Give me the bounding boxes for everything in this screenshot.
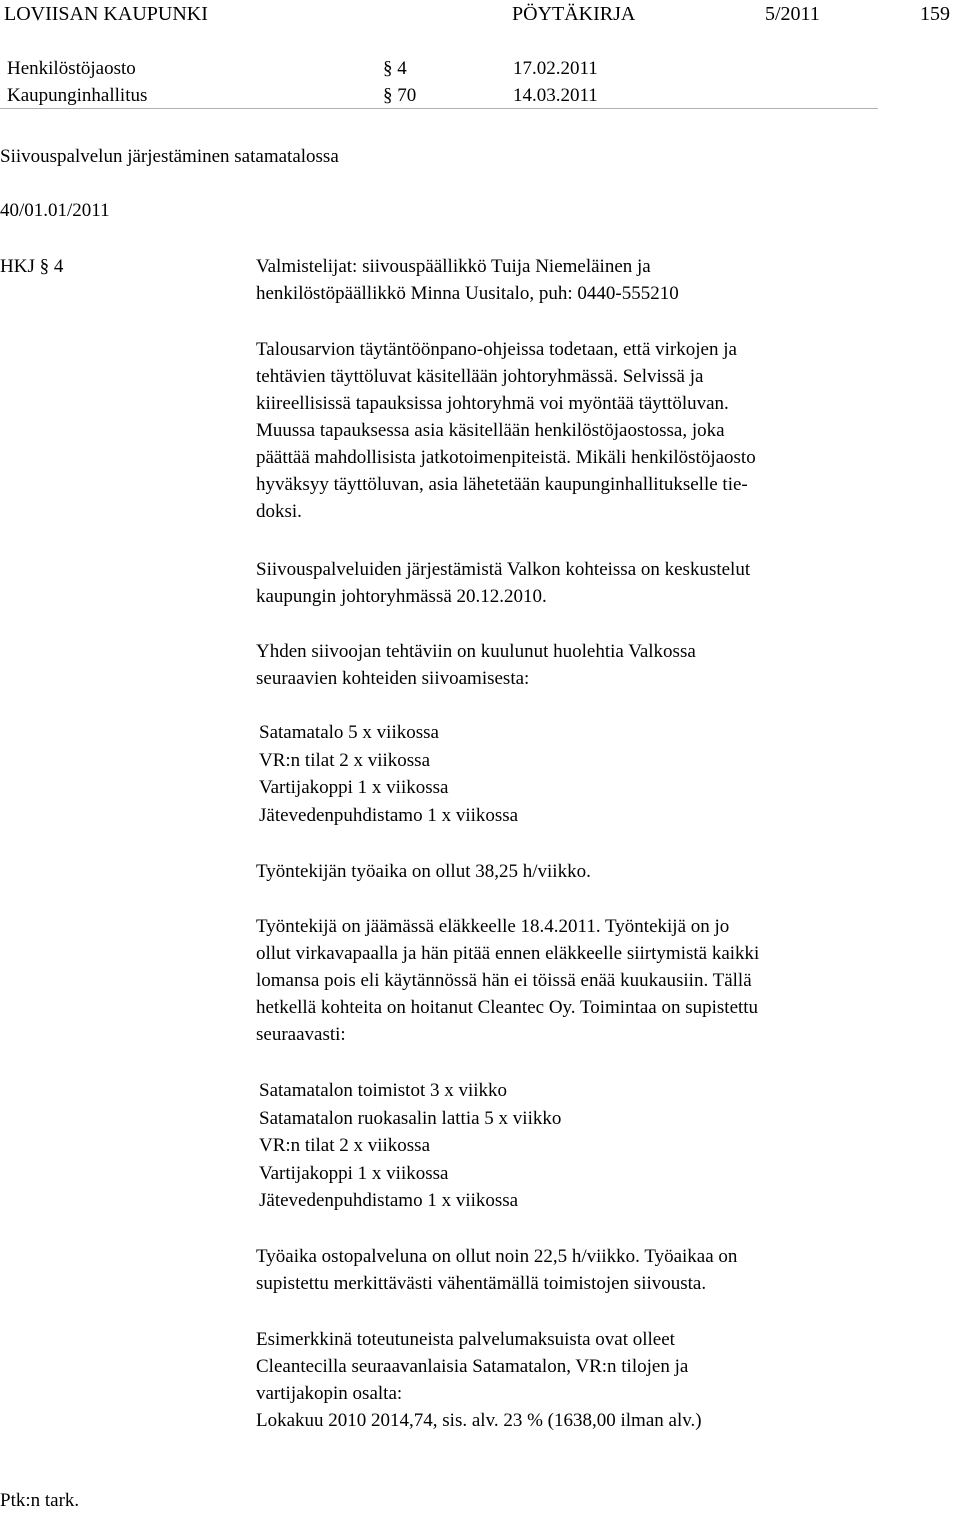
text-line: tehtävien täyttöluvat käsitellään johtoryhmässä. Selvissä ja — [256, 366, 704, 387]
text-line: seuraavasti: — [256, 1024, 346, 1045]
list-item: VR:n tilat 2 x viikossa — [259, 1135, 430, 1156]
paragraph-working-hours — [256, 858, 956, 885]
text-line: Työntekijä on jäämässä eläkkeelle 18.4.2011. Työntekijä on jo — [256, 916, 730, 937]
text-line: Cleantecilla seuraavanlaisia Satamatalon, VR:n tilojen ja — [256, 1356, 689, 1377]
paragraph-outsourced-hours — [256, 1243, 956, 1297]
list-item: Satamatalo 5 x viikossa — [259, 722, 439, 743]
text-line: Lokakuu 2010 2014,74, sis. alv. 23 % (1638,00 ilman alv.) — [256, 1410, 702, 1431]
preparation-label: HKJ § 4 — [0, 256, 64, 277]
text-line: hyväksyy täyttöluvan, asia lähetetään kaupunginhallitukselle tie- — [256, 474, 748, 495]
paragraph-cleaner-duties — [256, 638, 956, 692]
list-item: Satamatalon toimistot 3 x viikko — [259, 1080, 508, 1101]
header-divider — [0, 108, 878, 109]
paragraph-service-fees — [256, 1326, 956, 1434]
text-line: hetkellä kohteita on hoitanut Cleantec Oy. Toimintaa on supistettu — [256, 997, 759, 1018]
list-item: Vartijakoppi 1 x viikossa — [259, 1162, 449, 1184]
text-line: supistettu merkittävästi vähentämällä toimistojen siivousta. — [256, 1273, 707, 1294]
text-line: Siivouspalveluiden järjestämistä Valkon kohteissa on keskustelut — [256, 559, 751, 580]
session-date: 14.03.2011 — [513, 85, 598, 106]
issue-number: 5/2011 — [765, 3, 820, 25]
text-line: Yhden siivoojan tehtäviin on kuulunut huolehtia Valkossa — [256, 641, 696, 662]
preparers-line: Valmistelijat: siivouspäällikkö Tuija Niemeläinen ja — [256, 256, 651, 277]
paragraph-retirement — [256, 913, 956, 1048]
text-line: Esimerkkinä toteutuneista palvelumaksuista ovat olleet — [256, 1329, 675, 1350]
session-date: 17.02.2011 — [513, 58, 598, 79]
text-line: seuraavien kohteiden siivoamisesta: — [256, 668, 530, 689]
document-type: PÖYTÄKIRJA — [512, 3, 636, 25]
text-line: kiireellisissä tapauksissa johtoryhmä voi myöntää täyttöluvan. — [256, 393, 729, 414]
list-item: Jätevedenpuhdistamo 1 x viikossa — [259, 1190, 519, 1211]
paragraph-discussions — [256, 556, 956, 610]
text-line: kaupungin johtoryhmässä 20.12.2010. — [256, 586, 547, 607]
reduced-schedule-list — [259, 1077, 561, 1215]
session-body: Kaupunginhallitus — [7, 85, 148, 106]
footer-reviewer: Ptk:n tark. — [0, 1490, 80, 1511]
text-line: Työaika ostopalveluna on ollut noin 22,5 h/viikko. Työaikaa on — [256, 1246, 738, 1267]
text-line: doksi. — [256, 501, 302, 522]
preparers — [256, 253, 956, 307]
list-item: Vartijakoppi 1 x viikossa — [259, 777, 449, 798]
list-item: VR:n tilat 2 x viikossa — [259, 749, 430, 771]
case-title: Siivouspalvelun järjestäminen satamatalossa — [0, 146, 339, 167]
list-item: Jätevedenpuhdistamo 1 x viikossa — [259, 804, 519, 826]
text-line: päättää mahdollisista jatkotoimenpiteistä. Mikäli henkilöstöjaosto — [256, 447, 756, 468]
session-body: Henkilöstöjaosto — [7, 58, 136, 79]
text-line: Työntekijän työaika on ollut 38,25 h/viikko. — [256, 861, 591, 882]
cleaning-schedule-list — [259, 719, 518, 829]
case-number: 40/01.01/2011 — [0, 200, 110, 221]
page-number: 159 — [920, 3, 950, 25]
text-line: ollut virkavapaalla ja hän pitää ennen eläkkeelle siirtymistä kaikki — [256, 943, 760, 964]
list-item: Satamatalon ruokasalin lattia 5 x viikko — [259, 1107, 562, 1129]
text-line: Muussa tapauksessa asia käsitellään henkilöstöjaostossa, joka — [256, 420, 725, 441]
text-line: lomansa pois eli käytännössä hän ei töissä enää kuukausiin. Tällä — [256, 970, 752, 991]
session-section: § 4 — [383, 58, 407, 79]
preparers-line: henkilöstöpäällikkö Minna Uusitalo, puh: 0440-555210 — [256, 283, 679, 304]
paragraph-permits — [256, 336, 956, 525]
text-line: Talousarvion täytäntöönpano-ohjeissa todetaan, että virkojen ja — [256, 339, 737, 360]
city-name: LOVIISAN KAUPUNKI — [4, 3, 208, 25]
text-line: vartijakopin osalta: — [256, 1383, 403, 1404]
session-section: § 70 — [383, 85, 417, 106]
